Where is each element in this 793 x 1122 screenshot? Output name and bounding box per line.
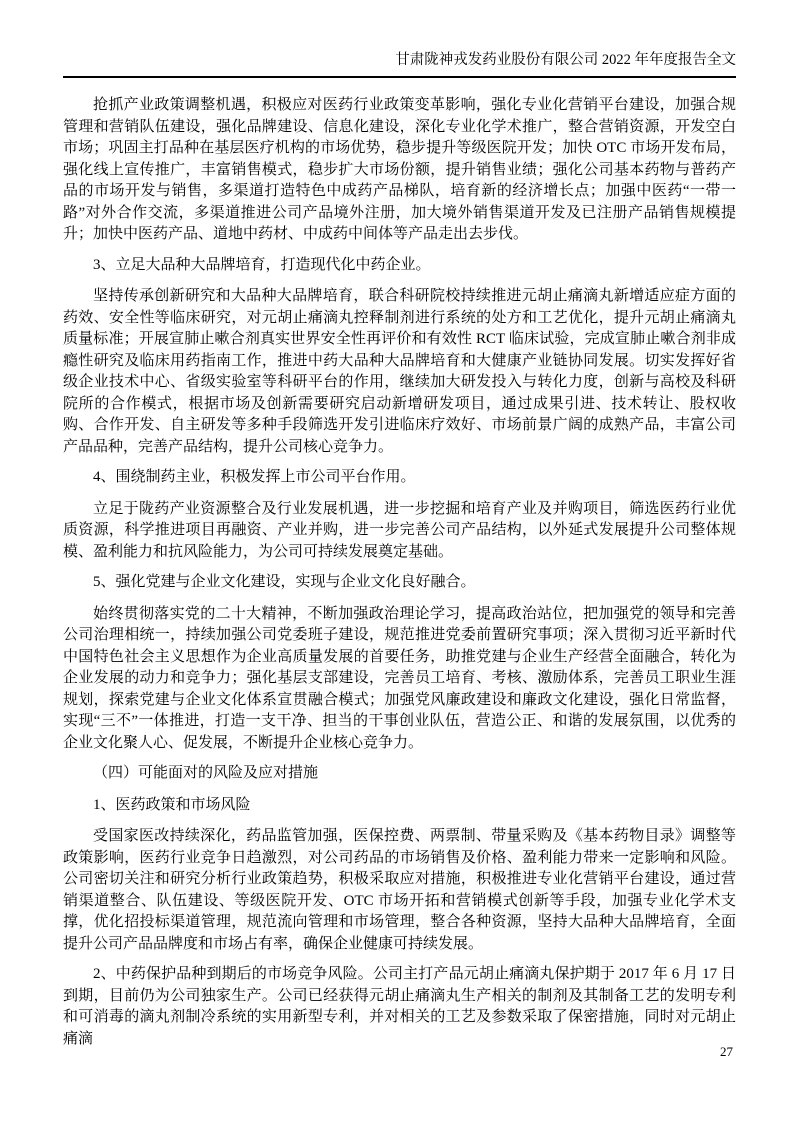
section-heading: 1、医药政策和市场风险 bbox=[93, 796, 251, 813]
section-heading: （四）可能面对的风险及应对措施 bbox=[93, 765, 319, 782]
paragraph: 2、中药保护品种到期后的市场竞争风险。公司主打产品元胡止痛滴丸保护期于 2017 年 6 月 17 日到期，目前仍为公司独家生产。公司已经获得元胡止痛滴丸生产相关的制剂及其制备工艺的发明专利和可消毒的滴丸剂制冷系统的实用新型专利，并对相关的工艺及参数采取了保密措施，同时对元胡止痛滴 bbox=[63, 966, 736, 1047]
document-body bbox=[63, 95, 736, 1050]
header-title: 甘肃陇神戎发药业股份有限公司 2022 年年度报告全文 bbox=[395, 52, 736, 68]
page-footer bbox=[720, 1044, 733, 1060]
paragraph: 坚持传承创新研究和大品种大品牌培育，联合科研院校持续推进元胡止痛滴丸新增适应症方面的药效、安全性等临床研究，对元胡止痛滴丸控释制剂进行系统的处方和工艺优化，提升元胡止痛滴丸质量标准；开展宣肺止嗽合剂真实世界安全性再评价和有效性 RCT 临床试验，完成宣肺止嗽合剂非成瘾性研究及临床用药指南工作，推进中药大品种大品牌培育和大健康产业链协同发展。切实发挥好省级企业技术中心、省级实验室等科研平台的作用，继续加大研发投入与转化力度，创新与高校及科研院所的合作模式，根据市场及创新需要研究启动新增研发项目，通过成果引进、技术转让、股权收购、合作开发、自主研发等多种手段筛选开发引进临床疗效好、市场前景广阔的成熟产品，丰富公司产品品种，完善产品结构，提升公司核心竞争力。 bbox=[63, 288, 736, 455]
paragraph: 抢抓产业政策调整机遇，积极应对医药行业政策变革影响，强化专业化营销平台建设，加强合规管理和营销队伍建设，强化品牌建设、信息化建设，深化专业化学术推广，整合营销资源，开发空白市场；巩固主打品种在基层医疗机构的市场优势，稳步提升等级医院开发；加快 OTC 市场开发布局，强化线上宣传推广，丰富销售模式，稳步扩大市场份额，提升销售业绩；强化公司基本药物与普药产品的市场开发与销售，多渠道打造特色中成药产品梯队，培育新的经济增长点；加强中医药“一带一路”对外合作交流，多渠道推进公司产品境外注册，加大境外销售渠道开发及已注册产品销售规模提升；加快中医药产品、道地中药材、中成药中间体等产品走出去步伐。 bbox=[63, 97, 736, 243]
page-number: 27 bbox=[720, 1044, 733, 1059]
paragraph: 立足于陇药产业资源整合及行业发展机遇，进一步挖掘和培育产业及并购项目，筛选医药行业优质资源，科学推进项目再融资、产业并购，进一步完善公司产品结构，以外延式发展提升公司整体规模、盈利能力和抗风险能力，为公司可持续发展奠定基础。 bbox=[63, 500, 736, 560]
paragraph: 始终贯彻落实党的二十大精神，不断加强政治理论学习，提高政治站位，把加强党的领导和完善公司治理相统一，持续加强公司党委班子建设，规范推进党委前置研究事项；深入贯彻习近平新时代中国特色社会主义思想作为企业高质量发展的首要任务，助推党建与企业生产经营全面融合，转化为企业发展的动力和竞争力；强化基层支部建设，完善员工培育、考核、激励体系，完善员工职业生涯规划，探索党建与企业文化体系宣贯融合模式；加强党风廉政建设和廉政文化建设，强化日常监督，实现“三不”一体推进，打造一支干净、担当的干事创业队伍，营造公正、和谐的发展氛围，以优秀的企业文化聚人心、促发展，不断提升企业核心竞争力。 bbox=[63, 605, 736, 751]
paragraph: 受国家医改持续深化，药品监管加强，医保控费、两票制、带量采购及《基本药物目录》调整等政策影响，医药行业竞争日趋激烈，对公司药品的市场销售及价格、盈利能力带来一定影响和风险。公司密切关注和研究分析行业政策趋势，积极采取应对措施，积极推进专业化营销平台建设，通过营销渠道整合、队伍建设、等级医院开发、OTC 市场开拓和营销模式创新等手段，加强专业化学术支撑，优化招投标渠道管理，规范流向管理和市场管理，整合各种资源，坚持大品种大品牌培育，全面提升公司产品品牌度和市场占有率，确保企业健康可持续发展。 bbox=[63, 828, 736, 952]
section-heading: 3、立足大品种大品牌培育，打造现代化中药企业。 bbox=[93, 256, 431, 273]
section-heading: 4、围绕制药主业，积极发挥上市公司平台作用。 bbox=[93, 469, 416, 486]
section-heading: 5、强化党建与企业文化建设，实现与企业文化良好融合。 bbox=[93, 574, 476, 591]
page-header bbox=[63, 50, 736, 78]
